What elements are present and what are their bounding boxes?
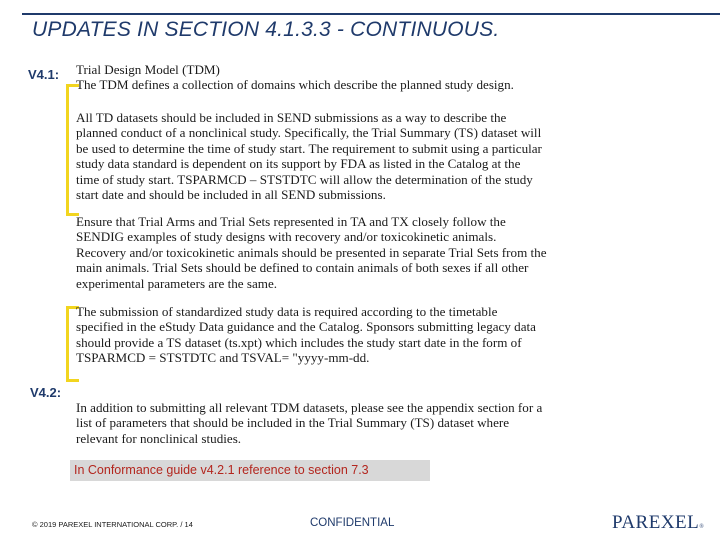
title-rule xyxy=(22,13,720,15)
parexel-logo xyxy=(612,512,704,534)
text-line: study data standard is dependent on its support by FDA as listed in the Catalog at the xyxy=(76,156,521,172)
text-line: experimental parameters are the same. xyxy=(76,275,278,291)
text-line: SENDIG examples of study designs with recovery and/or toxicokinetic animals. xyxy=(76,229,497,245)
text-line: TSPARMCD = STSTDTC and TSVAL= "yyyy-mm-dd. xyxy=(76,350,370,366)
text-line: be used to determine the time of study start. The requirement to submit using a particular xyxy=(76,140,542,156)
text-line: list of parameters that should be included in the Trial Summary (TS) dataset where xyxy=(76,415,510,431)
footer-copyright: © 2019 PAREXEL INTERNATIONAL CORP. / 14 xyxy=(32,520,193,529)
logo-text: PAREXEL xyxy=(612,512,700,533)
text-line: specified in the eStudy Data guidance and the Catalog. Sponsors submitting legacy data xyxy=(76,319,536,335)
standardized-data-paragraph xyxy=(76,304,536,366)
v42-paragraph xyxy=(76,400,542,446)
tdm-heading: Trial Design Model (TDM) xyxy=(76,62,220,77)
text-line: The TDM defines a collection of domains which describe the planned study design. xyxy=(76,77,514,93)
ta-paragraph xyxy=(76,214,547,291)
text-line: All TD datasets should be included in SEND submissions as a way to describe the xyxy=(76,110,507,125)
text-line: relevant for nonclinical studies. xyxy=(76,430,242,446)
footer-confidential: CONFIDENTIAL xyxy=(310,517,395,529)
text-line: Recovery and/or toxicokinetic animals should be presented in separate Trial Sets from the xyxy=(76,244,547,260)
text-line: Ensure that Trial Arms and Trial Sets represented in TA and TX closely follow the xyxy=(76,214,506,229)
ts-paragraph xyxy=(76,110,542,202)
text-line: main animals. Trial Sets should be defined to contain animals of both sexes if all other xyxy=(76,260,529,276)
version-label-v41: V4.1: xyxy=(28,67,60,82)
version-label-v42: V4.2: xyxy=(30,385,62,400)
text-line: In addition to submitting all relevant TDM datasets, please see the appendix section for a xyxy=(76,400,543,415)
text-line: start date and should be included in all SEND submissions. xyxy=(76,187,386,203)
slide-title: UPDATES IN SECTION 4.1.3.3 - CONTINUOUS. xyxy=(32,18,500,41)
text-line: time of study start. TSPARMCD – STSTDTC will allow the determination of the study xyxy=(76,171,533,187)
text-line: The submission of standardized study data is required according to the timetable xyxy=(76,304,498,319)
reference-note: In Conformance guide v4.2.1 reference to section 7.3 xyxy=(70,460,430,481)
text-line: should provide a TS dataset (ts.xpt) which includes the study start date in the form of xyxy=(76,334,522,350)
registered-mark-icon: ® xyxy=(699,524,705,530)
tdm-paragraph xyxy=(76,62,514,93)
text-line: planned conduct of a nonclinical study. Specifically, the Trial Summary (TS) dataset will xyxy=(76,125,542,141)
